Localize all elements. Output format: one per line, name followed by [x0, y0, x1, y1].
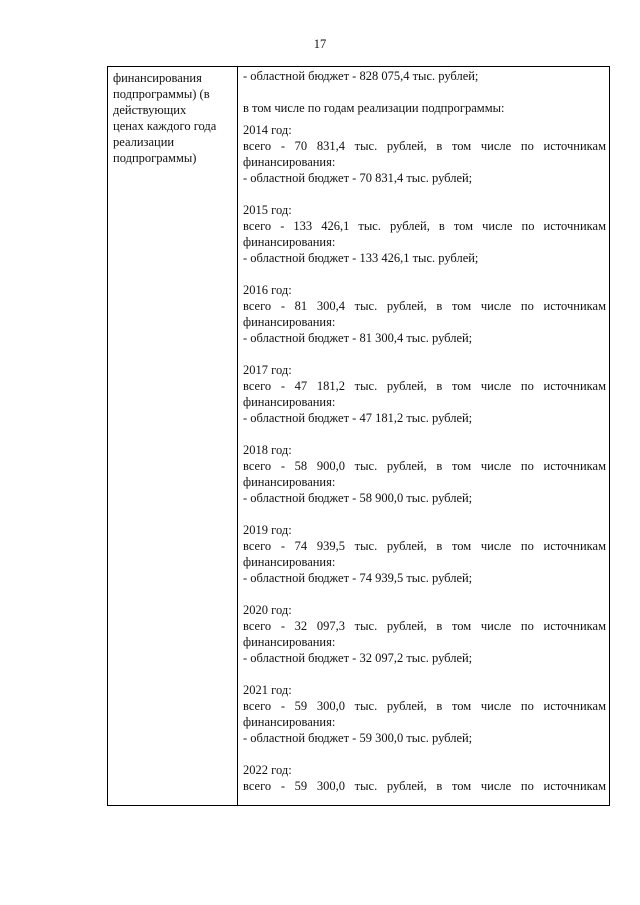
by-years-intro: в том числе по годам реализации подпрограммы: — [243, 101, 505, 115]
label-line: действующих — [113, 103, 187, 117]
label-line: ценах каждого года — [113, 119, 217, 133]
year-block-2021 — [243, 682, 606, 762]
year-regional-budget: - областной бюджет - 47 181,2 тыс. рублей; — [243, 411, 473, 425]
year-block-2014 — [243, 122, 606, 202]
funding-sources-label: финансирования: — [243, 555, 336, 569]
year-heading: 2021 год: — [243, 683, 292, 697]
year-block-2020 — [243, 602, 606, 682]
year-heading: 2019 год: — [243, 523, 292, 537]
label-line: финансирования — [113, 71, 202, 85]
year-block-2018 — [243, 442, 606, 522]
year-block-2022 — [243, 762, 606, 794]
regional-budget-total: - областной бюджет - 828 075,4 тыс. рублей; — [243, 69, 479, 83]
year-regional-budget: - областной бюджет - 74 939,5 тыс. рублей; — [243, 571, 473, 585]
label-line: подпрограммы) (в — [113, 87, 210, 101]
year-regional-budget: - областной бюджет - 70 831,4 тыс. рублей; — [243, 171, 473, 185]
year-heading: 2018 год: — [243, 443, 292, 457]
funding-sources-label: финансирования: — [243, 635, 336, 649]
funding-sources-label: финансирования: — [243, 155, 336, 169]
label-line: подпрограммы) — [113, 151, 197, 165]
year-total: всего - 81 300,4 тыс. рублей, в том числе по источникам — [243, 299, 606, 313]
year-block-2019 — [243, 522, 606, 602]
year-total: всего - 58 900,0 тыс. рублей, в том числе по источникам — [243, 459, 606, 473]
funding-sources-label: финансирования: — [243, 395, 336, 409]
year-total: всего - 59 300,0 тыс. рублей, в том числе по источникам — [243, 779, 606, 793]
year-block-2017 — [243, 362, 606, 442]
year-total: всего - 70 831,4 тыс. рублей, в том числе по источникам — [243, 139, 606, 153]
year-block-2015 — [243, 202, 606, 282]
year-block-2016 — [243, 282, 606, 362]
funding-sources-label: финансирования: — [243, 715, 336, 729]
page-number: 17 — [313, 37, 327, 51]
year-total: всего - 32 097,3 тыс. рублей, в том числе по источникам — [243, 619, 606, 633]
year-total: всего - 133 426,1 тыс. рублей, в том числе по источникам — [243, 219, 606, 233]
funding-sources-label: финансирования: — [243, 315, 336, 329]
year-heading: 2020 год: — [243, 603, 292, 617]
year-regional-budget: - областной бюджет - 59 300,0 тыс. рублей; — [243, 731, 473, 745]
year-heading: 2015 год: — [243, 203, 292, 217]
year-heading: 2022 год: — [243, 763, 292, 777]
year-total: всего - 74 939,5 тыс. рублей, в том числе по источникам — [243, 539, 606, 553]
funding-table — [107, 66, 610, 806]
year-heading: 2014 год: — [243, 123, 292, 137]
table-label-cell — [108, 67, 238, 805]
year-regional-budget: - областной бюджет - 81 300,4 тыс. рублей; — [243, 331, 473, 345]
table-value-cell — [238, 67, 609, 805]
year-total: всего - 59 300,0 тыс. рублей, в том числе по источникам — [243, 699, 606, 713]
year-regional-budget: - областной бюджет - 133 426,1 тыс. рублей; — [243, 251, 479, 265]
year-regional-budget: - областной бюджет - 32 097,2 тыс. рублей; — [243, 651, 473, 665]
label-line: реализации — [113, 135, 175, 149]
year-heading: 2016 год: — [243, 283, 292, 297]
year-total: всего - 47 181,2 тыс. рублей, в том числе по источникам — [243, 379, 606, 393]
year-regional-budget: - областной бюджет - 58 900,0 тыс. рублей; — [243, 491, 473, 505]
funding-sources-label: финансирования: — [243, 475, 336, 489]
funding-sources-label: финансирования: — [243, 235, 336, 249]
year-heading: 2017 год: — [243, 363, 292, 377]
